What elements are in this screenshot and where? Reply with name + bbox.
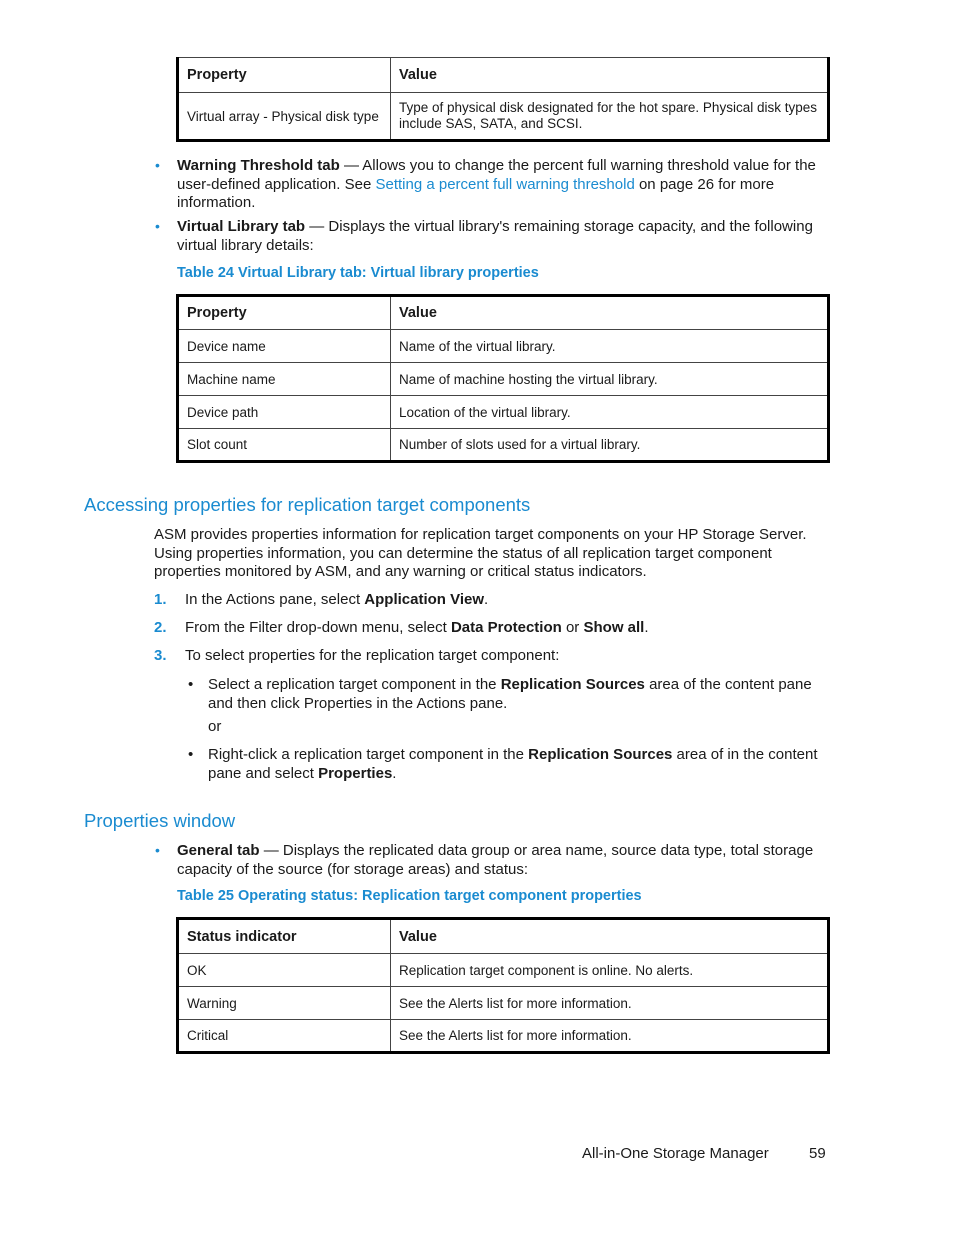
ui-term: Replication Sources [528,746,673,763]
cross-reference-link[interactable]: Setting a percent full warning threshold [375,175,635,193]
section-heading: Accessing properties for replication target components [84,494,531,515]
or-text: or [208,718,222,735]
table-row [178,1020,829,1053]
sub-list-item [208,746,830,783]
step-text-part: . [484,591,489,608]
table-row [178,330,829,363]
table-header-row [178,58,829,93]
top-properties-table [176,57,830,142]
step-text-part: . [644,619,649,636]
sub-text-part: Select a replication target component in the [208,676,501,693]
ui-term: Show all [583,619,645,636]
table-header-cell: Value [391,296,829,330]
table-cell: Device name [178,330,391,363]
sub-bullet-icon: • [188,676,194,693]
table-row [178,93,829,141]
step-number: 3. [154,647,167,664]
table-cell: Location of the virtual library. [391,396,829,429]
bullet-text: — Displays the replicated data group or area name, source data type, total storage capacity of the source (for storage areas) and status: [177,842,814,878]
table-header-cell: Property [178,58,391,93]
section-heading: Properties window [84,810,236,831]
table-cell: See the Alerts list for more information. [391,1020,829,1053]
table-cell: Device path [178,396,391,429]
bullet-term: Warning Threshold tab [177,157,340,174]
bullet-text: on page 26 for more information. [177,175,775,211]
step-text [185,591,825,610]
bullet-icon: • [155,157,160,173]
bullet-icon: • [155,842,160,858]
ui-term: Application View [364,591,485,608]
step-text-part: From the Filter drop-down menu, select [185,619,451,636]
step-text [185,619,825,638]
page-number: 59 [809,1145,826,1162]
table-cell: Type of physical disk designated for the hot spare. Physical disk types include SAS, SATA, and SCSI. [391,93,829,141]
footer-title: All-in-One Storage Manager [582,1145,769,1162]
table-caption: Table 24 Virtual Library tab: Virtual library properties [177,265,539,281]
step-number: 2. [154,619,167,636]
sub-text-part: . [392,764,397,782]
step-text: To select properties for the replication target component: [185,647,560,664]
sub-text-part: Right-click a replication target component in the [208,746,529,763]
bullet-text: — Displays the virtual library's remaining storage capacity, and the following virtual library details: [177,218,813,254]
bullet-icon: • [155,218,160,234]
table-header-cell: Value [391,919,829,954]
table-cell: See the Alerts list for more information. [391,987,829,1020]
ui-term: Data Protection [450,619,562,636]
step-text-part: In the Actions pane, select [185,591,365,608]
table-cell: Name of the virtual library. [391,330,829,363]
table-header-cell: Value [391,58,829,93]
table-header-row [178,919,829,954]
list-item [177,157,829,213]
table-row [178,954,829,987]
table-row [178,987,829,1020]
table-cell: Machine name [178,363,391,396]
sub-list-item [208,676,830,713]
table-cell: Virtual array - Physical disk type [178,93,391,141]
bullet-term: Virtual Library tab [177,218,306,235]
table-cell: Name of machine hosting the virtual library. [391,363,829,396]
virtual-library-properties-table [176,294,830,463]
operating-status-table [176,917,830,1054]
sub-text-part: area of in the content pane and select [208,746,818,782]
bullet-text: — Allows you to change the percent full warning threshold value for the user-defined application. See [177,157,816,193]
table-row [178,363,829,396]
ui-term: Properties [318,764,393,782]
step-text-part: or [561,619,584,636]
table-header-cell: Status indicator [178,919,391,954]
list-item [177,218,829,255]
table-cell: OK [178,954,391,987]
table-cell: Replication target component is online. No alerts. [391,954,829,987]
table-cell: Warning [178,987,391,1020]
sub-bullet-icon: • [188,746,194,763]
table-header-row [178,296,829,330]
table-cell: Critical [178,1020,391,1053]
ui-term: Replication Sources [500,676,645,693]
table-header-cell: Property [178,296,391,330]
list-item [177,842,829,879]
table-cell: Number of slots used for a virtual library. [391,429,829,462]
section-intro: ASM provides properties information for replication target components on your HP Storage Server. Using properties information, you can determine the status of all replication target component properties monitored by ASM, and any warning or critical status indicators. [154,526,807,580]
sub-text-part: area of the content pane and then click Properties in the Actions pane. [208,676,812,712]
table-cell: Slot count [178,429,391,462]
bullet-term: General tab [177,842,260,859]
table-caption: Table 25 Operating status: Replication target component properties [177,888,642,904]
table-row [178,429,829,462]
table-row [178,396,829,429]
step-number: 1. [154,591,167,608]
